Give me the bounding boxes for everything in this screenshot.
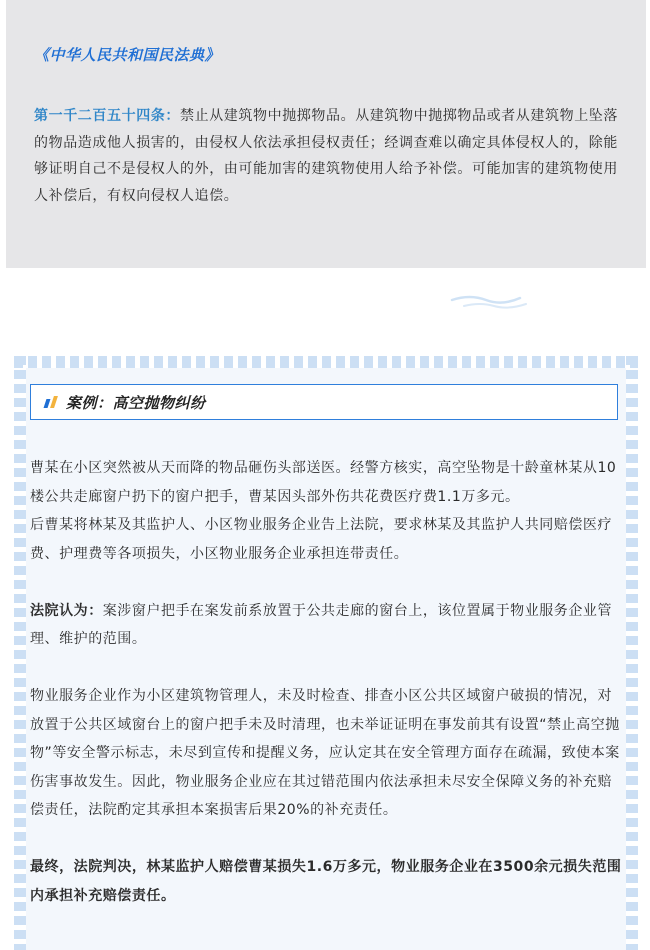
case-body bbox=[30, 454, 626, 910]
case-card bbox=[14, 356, 638, 950]
slash-bars-icon bbox=[45, 396, 56, 408]
case-paragraph-incident: 曹某在小区突然被从天而降的物品砸伤头部送医。经警方核实，高空坠物是十龄童林某从10楼公共走廊窗户扔下的窗户把手，曹某因头部外伤共花费医疗费1.1万多元。 bbox=[30, 460, 617, 505]
court-text: 案涉窗户把手在案发前系放置于公共走廊的窗台上，该位置属于物业服务企业管理、维护的范围。 bbox=[30, 602, 612, 647]
case-title: 案例：高空抛物纠纷 bbox=[66, 393, 206, 412]
case-card-top-edge bbox=[14, 356, 638, 368]
law-quote-box bbox=[6, 0, 646, 268]
law-article bbox=[34, 103, 622, 209]
wave-decoration-icon bbox=[440, 286, 540, 314]
case-card-right-edge bbox=[626, 356, 638, 950]
case-paragraph-lawsuit: 后曹某将林某及其监护人、小区物业服务企业告上法院，要求林某及其监护人共同赔偿医疗费、护理费等各项损失，小区物业服务企业承担连带责任。 bbox=[30, 517, 612, 562]
case-header bbox=[30, 384, 618, 420]
law-article-label: 第一千二百五十四条： bbox=[34, 108, 180, 124]
case-paragraph-analysis: 物业服务企业作为小区建筑物管理人，未及时检查、排查小区公共区域窗户破损的情况，对放置于公共区域窗台上的窗户把手未及时清理，也未举证证明在事发前其有设置“禁止高空抛物”等安全警示标志，未尽到宣传和提醒义务，应认定其在安全管理方面存在疏漏，致使本案伤害事故发生。因此，物业服务企业应在其过错范围内依法承担未尽安全保障义务的补充赔偿责任，法院酌定其承担本案损害后果20%的补充责任。 bbox=[30, 688, 620, 818]
law-title: 《中华人民共和国民法典》 bbox=[34, 46, 221, 64]
case-card-left-edge bbox=[14, 356, 26, 950]
law-article-text: 禁止从建筑物中抛掷物品。从建筑物中抛掷物品或者从建筑物上坠落的物品造成他人损害的，由侵权人依法承担侵权责任；经调查难以确定具体侵权人的，除能够证明自己不是侵权人的外，由可能加害的建筑物使用人给予补偿。可能加害的建筑物使用人补偿后，有权向侵权人追偿。 bbox=[34, 108, 618, 204]
case-paragraph-verdict: 最终，法院判决，林某监护人赔偿曹某损失1.6万多元，物业服务企业在3500余元损失范围内承担补充赔偿责任。 bbox=[30, 859, 622, 904]
case-paragraph-court bbox=[30, 597, 626, 654]
court-label: 法院认为： bbox=[30, 602, 103, 619]
